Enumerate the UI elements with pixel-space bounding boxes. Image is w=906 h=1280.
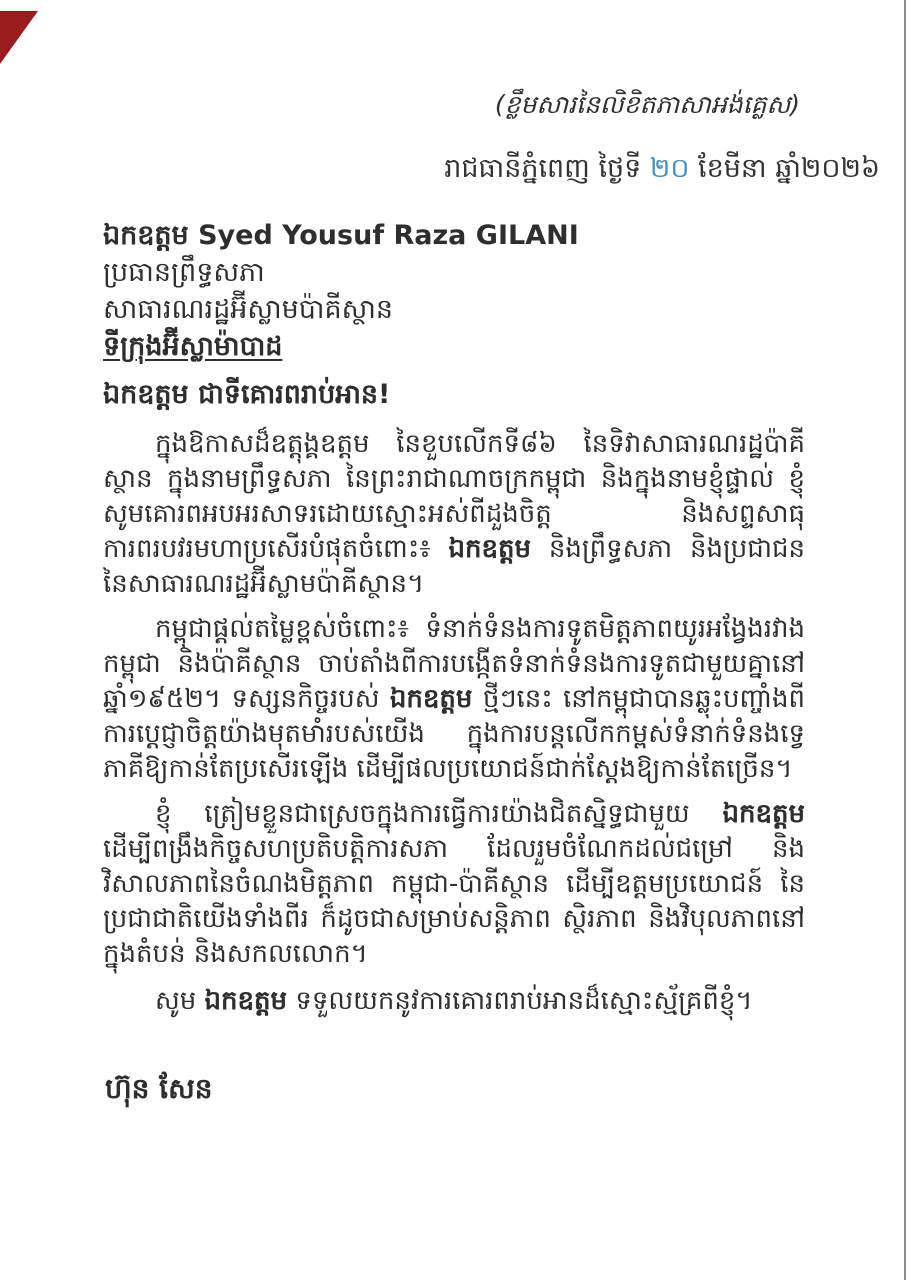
date-prefix: រាជធានីភ្នំពេញ ថ្ងៃទី bbox=[444, 153, 650, 184]
date-day-highlight: ២០ bbox=[649, 153, 690, 184]
salutation: ឯកឧត្តម ជាទីគោរពរាប់អាន! bbox=[103, 379, 391, 410]
recipient-title: ប្រធានព្រឹទ្ធសភា bbox=[103, 257, 265, 288]
closing-text: សូម bbox=[155, 986, 205, 1016]
paragraph-1-bold-excellency: ឯកឧត្តម bbox=[448, 534, 532, 564]
closing-text-after: ទទួលយកនូវការគោរពរាប់អានដ៏ស្មោះស្ម័គ្រពីខ្ញុំ។ bbox=[287, 986, 753, 1016]
closing-bold-excellency: ឯកឧត្តម bbox=[204, 986, 288, 1016]
recipient-country: សាធារណរដ្ឋអ៊ីស្លាមប៉ាគីស្ថាន bbox=[103, 294, 394, 325]
paragraph-1-text: ក្នុងឱកាសដ៏ឧត្តុង្គឧត្តម នៃខួបលើកទី៨៦ នៃទិវាសាធារណរដ្ឋប៉ាគីស្ថាន ក្នុងនាមព្រឹទ្ធសភា នៃព្រះរាជាណាចក្រកម្ពុជា និងក្នុងនាមខ្ញុំផ្ទាល់ ខ្ញុំសូមគោរពអបអរសាទរដោយស្មោះអស់ពីដួងចិត្ត និងសព្ទសាធុការពរបវរមហាប្រសើរបំផុតចំពោះ៖ bbox=[103, 429, 805, 564]
paragraph-2-text: កម្ពុជាផ្តល់តម្លៃខ្ពស់ចំពោះ៖ ទំនាក់ទំនងការទូតមិត្តភាពយូរអង្វែងរវាងកម្ពុជា និងប៉ាគីស្ថាន ចាប់តាំងពីការបង្កើតទំនាក់ទំនងការទូតជាមួយគ្នានៅឆ្នាំ១៩៥២។ ទស្សនកិច្ចរបស់ bbox=[103, 614, 805, 714]
paragraph-3 bbox=[103, 797, 805, 972]
closing-line bbox=[103, 984, 805, 1019]
paragraph-3-text: ខ្ញុំ ត្រៀមខ្លួនជាស្រេចក្នុងការធ្វើការយ៉ាងជិតស្និទ្ធជាមួយ bbox=[155, 799, 723, 829]
paragraph-2-text-after: ថ្មីៗនេះ នៅកម្ពុជាបានឆ្លុះបញ្ចាំងពីការប្តេជ្ញាចិត្តយ៉ាងមុតមាំរបស់យើង ក្នុងការបន្តលើកកម្ពស់ទំនាក់ទំនងទ្វេភាគីឱ្យកាន់តែប្រសើរឡើង ដើម្បីផលប្រយោជន៍ជាក់ស្តែងឱ្យកាន់តែច្រើន។ bbox=[103, 684, 806, 784]
date-suffix: ខែមីនា ឆ្នាំ២០២៦ bbox=[689, 153, 880, 184]
recipient-block bbox=[103, 217, 805, 365]
recipient-city: ទីក្រុងអ៊ីស្លាម៉ាបាដ bbox=[103, 331, 283, 362]
date-line bbox=[0, 152, 880, 191]
language-note: (ខ្លឹមសារនៃលិខិតភាសាអង់គ្លេស) bbox=[494, 90, 800, 119]
paragraph-2 bbox=[103, 612, 805, 787]
paragraph-2-bold-excellency: ឯកឧត្តម bbox=[389, 684, 473, 714]
paragraph-1-text-after: និងព្រឹទ្ធសភា និងប្រជាជន នៃសាធារណរដ្ឋអ៊ីស្លាមប៉ាគីស្ថាន។ bbox=[103, 534, 805, 599]
paragraph-3-bold-excellency: ឯកឧត្តម bbox=[722, 799, 805, 829]
paragraph-3-text-after: ដើម្បីពង្រឹងកិច្ចសហប្រតិបត្តិការសភា ដែលរួមចំណែកដល់ជម្រៅ និងវិសាលភាពនៃចំណងមិត្តភាព កម្ពុជា-ប៉ាគីស្ថាន ដើម្បីឧត្តមប្រយោជន៍ នៃប្រជាជាតិយើងទាំងពីរ ក៏ដូចជាសម្រាប់សន្តិភាព ស្ថិរភាព និងវិបុលភាពនៅក្នុងតំបន់ និងសកលលោក។ bbox=[103, 834, 805, 969]
corner-fold-triangle bbox=[0, 11, 38, 64]
recipient-name: ឯកឧត្តម Syed Yousuf Raza GILANI bbox=[103, 220, 579, 251]
signature-name: ហ៊ុន សែន bbox=[105, 1072, 213, 1105]
paragraph-1 bbox=[103, 427, 805, 602]
